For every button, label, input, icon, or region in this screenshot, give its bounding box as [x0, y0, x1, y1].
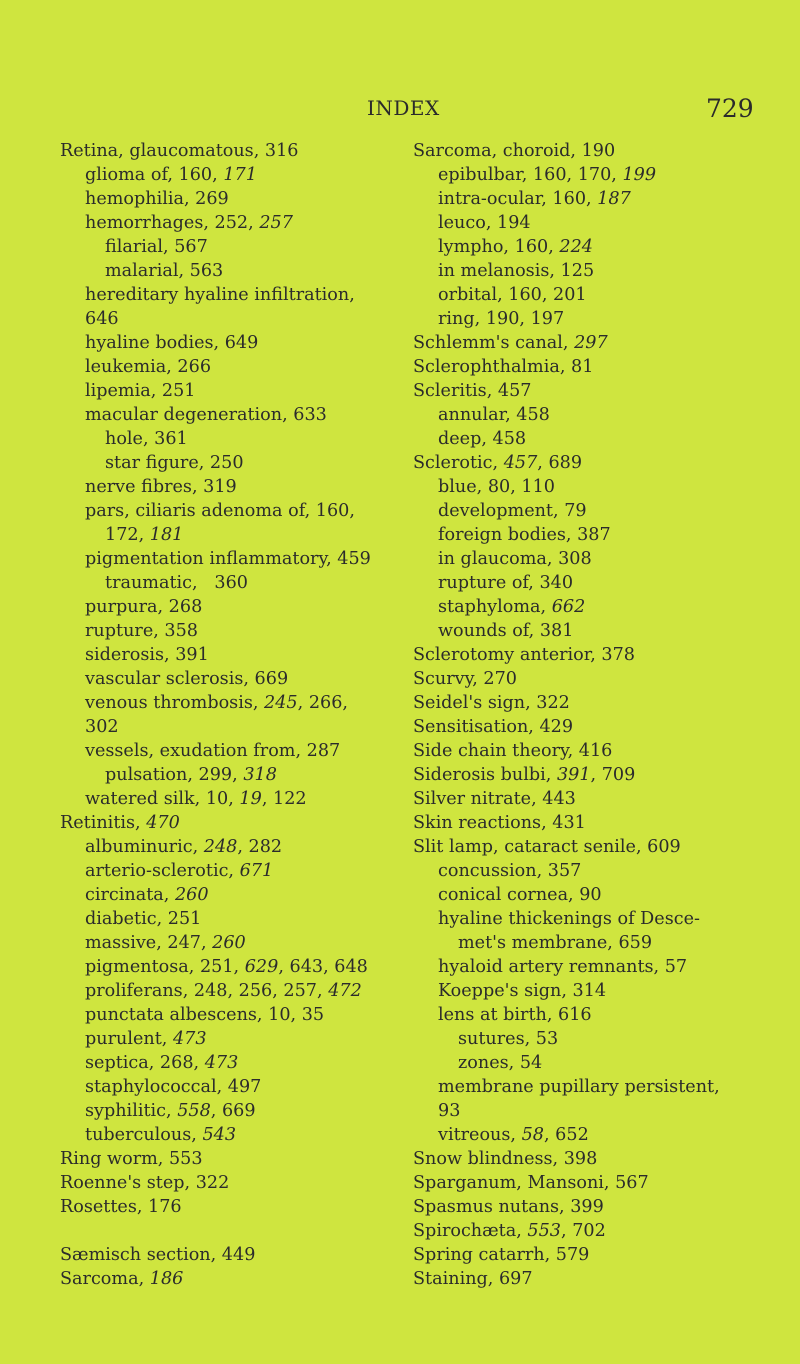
index-entry: Slit lamp, cataract senile, 609 [413, 837, 681, 857]
index-entry: Retinitis, 470 [60, 813, 180, 833]
index-entry: Sæmisch section, 449 [60, 1245, 256, 1265]
index-subentry: syphilitic, 558, 669 [85, 1101, 256, 1121]
index-entry: Sarcoma, 186 [60, 1269, 184, 1289]
index-subentry: nerve fibres, 319 [85, 477, 237, 497]
page-header [0, 96, 800, 136]
index-subentry: epibulbar, 160, 170, 199 [438, 165, 657, 185]
index-subentry: hyaline bodies, 649 [85, 333, 259, 353]
index-subentry: 302 [85, 717, 119, 737]
index-subentry: rupture, 358 [85, 621, 198, 641]
index-subentry: annular, 458 [438, 405, 550, 425]
index-entry: Scleritis, 457 [413, 381, 532, 401]
index-subentry: pigmentosa, 251, 629, 643, 648 [85, 957, 368, 977]
index-subentry: deep, 458 [438, 429, 527, 449]
index-subentry: blue, 80, 110 [438, 477, 555, 497]
index-subentry: malarial, 563 [105, 261, 224, 281]
index-subentry: met's membrane, 659 [458, 933, 653, 953]
index-subentry: hemorrhages, 252, 257 [85, 213, 293, 233]
index-entry: Sarcoma, choroid, 190 [413, 141, 616, 161]
index-subentry: development, 79 [438, 501, 587, 521]
index-subentry: vascular sclerosis, 669 [85, 669, 289, 689]
index-subentry: circinata, 260 [85, 885, 209, 905]
index-subentry: vitreous, 58, 652 [438, 1125, 589, 1145]
index-entry: Siderosis bulbi, 391, 709 [413, 765, 636, 785]
index-entry: Snow blindness, 398 [413, 1149, 598, 1169]
index-subentry: conical cornea, 90 [438, 885, 602, 905]
index-subentry: membrane pupillary persistent, [438, 1077, 720, 1097]
index-subentry: ring, 190, 197 [438, 309, 565, 329]
index-subentry: leuco, 194 [438, 213, 531, 233]
index-subentry: septica, 268, 473 [85, 1053, 239, 1073]
index-subentry: purpura, 268 [85, 597, 203, 617]
index-subentry: foreign bodies, 387 [438, 525, 611, 545]
index-entry: Silver nitrate, 443 [413, 789, 576, 809]
index-subentry: hyaloid artery remnants, 57 [438, 957, 688, 977]
index-column-right [413, 139, 753, 1291]
index-gap [60, 1219, 400, 1243]
index-subentry: pulsation, 299, 318 [105, 765, 277, 785]
index-subentry: lens at birth, 616 [438, 1005, 592, 1025]
index-entry: Side chain theory, 416 [413, 741, 613, 761]
page-number: 729 [706, 94, 754, 123]
index-subentry: albuminuric, 248, 282 [85, 837, 283, 857]
index-subentry: glioma of, 160, 171 [85, 165, 257, 185]
index-subentry: intra-ocular, 160, 187 [438, 189, 631, 209]
index-entry: Sclerotic, 457, 689 [413, 453, 583, 473]
index-subentry: hereditary hyaline infiltration, [85, 285, 355, 305]
index-subentry: punctata albescens, 10, 35 [85, 1005, 325, 1025]
index-entry: Skin reactions, 431 [413, 813, 586, 833]
index-entry: Ring worm, 553 [60, 1149, 203, 1169]
index-entry: Retina, glaucomatous, 316 [60, 141, 299, 161]
index-subentry: wounds of, 381 [438, 621, 574, 641]
index-entry: Seidel's sign, 322 [413, 693, 570, 713]
index-subentry: Koeppe's sign, 314 [438, 981, 607, 1001]
index-subentry: macular degeneration, 633 [85, 405, 327, 425]
index-entry: Spirochæta, 553, 702 [413, 1221, 606, 1241]
index-subentry: watered silk, 10, 19, 122 [85, 789, 307, 809]
index-subentry: siderosis, 391 [85, 645, 209, 665]
index-column-left [60, 139, 400, 1291]
index-subentry: venous thrombosis, 245, 266, [85, 693, 348, 713]
page-title: INDEX [367, 96, 440, 120]
index-subentry: hyaline thickenings of Desce- [438, 909, 700, 929]
index-subentry: hemophilia, 269 [85, 189, 229, 209]
index-entry: Sclerophthalmia, 81 [413, 357, 594, 377]
index-subentry: concussion, 357 [438, 861, 582, 881]
index-subentry: massive, 247, 260 [85, 933, 246, 953]
index-subentry: hole, 361 [105, 429, 188, 449]
index-entry: Rosettes, 176 [60, 1197, 182, 1217]
index-subentry: leukemia, 266 [85, 357, 212, 377]
index-subentry: 646 [85, 309, 119, 329]
index-subentry: filarial, 567 [105, 237, 208, 257]
index-subentry: rupture of, 340 [438, 573, 574, 593]
index-subentry: star figure, 250 [105, 453, 244, 473]
index-subentry: staphyloma, 662 [438, 597, 586, 617]
index-subentry: 93 [438, 1101, 461, 1121]
index-subentry: zones, 54 [458, 1053, 543, 1073]
index-subentry: in glaucoma, 308 [438, 549, 592, 569]
index-subentry: lipemia, 251 [85, 381, 196, 401]
index-entry: Scurvy, 270 [413, 669, 517, 689]
index-subentry: pigmentation inflammatory, 459 [85, 549, 371, 569]
index-subentry: vessels, exudation from, 287 [85, 741, 341, 761]
index-entry: Sparganum, Mansoni, 567 [413, 1173, 649, 1193]
index-subentry: proliferans, 248, 256, 257, 472 [85, 981, 362, 1001]
index-entry: Sclerotomy anterior, 378 [413, 645, 636, 665]
index-subentry: pars, ciliaris adenoma of, 160, [85, 501, 355, 521]
index-subentry: in melanosis, 125 [438, 261, 595, 281]
index-entry: Roenne's step, 322 [60, 1173, 230, 1193]
index-entry: Staining, 697 [413, 1269, 533, 1289]
index-subentry: diabetic, 251 [85, 909, 202, 929]
index-entry: Spasmus nutans, 399 [413, 1197, 604, 1217]
index-subentry: staphylococcal, 497 [85, 1077, 262, 1097]
index-entry: Sensitisation, 429 [413, 717, 574, 737]
index-subentry: tuberculous, 543 [85, 1125, 237, 1145]
index-entry: Schlemm's canal, 297 [413, 333, 608, 353]
index-subentry: 172, 181 [105, 525, 184, 545]
index-subentry: lympho, 160, 224 [438, 237, 593, 257]
index-entry: Spring catarrh, 579 [413, 1245, 590, 1265]
index-subentry: orbital, 160, 201 [438, 285, 587, 305]
index-subentry: purulent, 473 [85, 1029, 207, 1049]
index-subentry: arterio-sclerotic, 671 [85, 861, 274, 881]
index-subentry: sutures, 53 [458, 1029, 559, 1049]
index-subentry: traumatic, 360 [105, 573, 248, 593]
